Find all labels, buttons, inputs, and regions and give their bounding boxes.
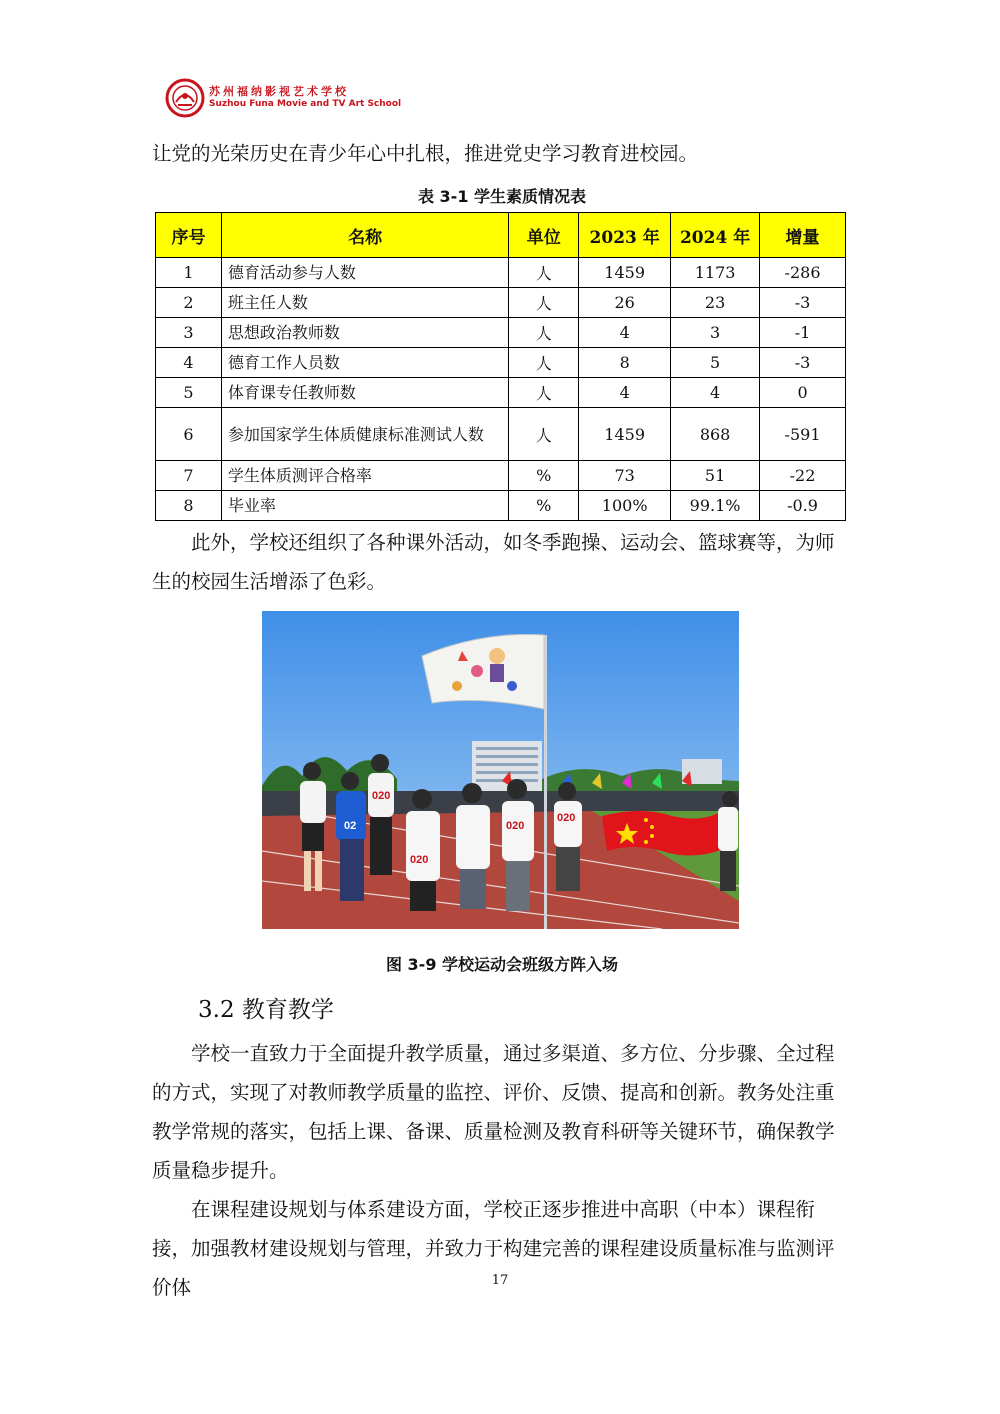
table-cell: 73 <box>579 461 671 491</box>
table-row <box>156 408 846 461</box>
table-cell: 2 <box>156 288 222 318</box>
header-cell: 2023 年 <box>579 213 671 258</box>
table-cell: 868 <box>671 408 760 461</box>
table-cell: 参加国家学生体质健康标准测试人数 <box>221 408 508 461</box>
table-cell: 人 <box>509 288 579 318</box>
table-cell: 23 <box>671 288 760 318</box>
table-cell: 4 <box>671 378 760 408</box>
table-cell: -3 <box>760 288 846 318</box>
table-row <box>156 348 846 378</box>
table-cell: 5 <box>671 348 760 378</box>
teaching-paragraph-2: 在课程建设规划与体系建设方面，学校正逐步推进中高职（中本）课程衔接，加强教材建设规划与管理，并致力于构建完善的课程建设质量标准与监测评价体 <box>152 1198 835 1299</box>
table-cell: 人 <box>509 258 579 288</box>
table-cell: 毕业率 <box>221 491 508 521</box>
table-cell: 德育活动参与人数 <box>221 258 508 288</box>
table-cell: 8 <box>579 348 671 378</box>
table-cell: -1 <box>760 318 846 348</box>
table-cell: 学生体质测评合格率 <box>221 461 508 491</box>
table-cell: 4 <box>579 318 671 348</box>
bib-number: 020 <box>557 812 576 824</box>
header-cell: 单位 <box>509 213 579 258</box>
table-cell: 体育课专任教师数 <box>221 378 508 408</box>
table-cell: 班主任人数 <box>221 288 508 318</box>
table-cell: 思想政治教师数 <box>221 318 508 348</box>
table-cell: 6 <box>156 408 222 461</box>
header-cell: 2024 年 <box>671 213 760 258</box>
school-emblem-icon <box>165 78 205 118</box>
table-cell: 人 <box>509 348 579 378</box>
table-cell: 人 <box>509 408 579 461</box>
school-name-en: Suzhou Funa Movie and TV Art School <box>209 99 402 109</box>
header-cell: 名称 <box>221 213 508 258</box>
table-cell: -22 <box>760 461 846 491</box>
table-cell: -591 <box>760 408 846 461</box>
table-row <box>156 491 846 521</box>
table-row <box>156 258 846 288</box>
table-cell: -3 <box>760 348 846 378</box>
table-cell: 7 <box>156 461 222 491</box>
table-cell: 8 <box>156 491 222 521</box>
student-quality-table <box>155 212 846 521</box>
table-cell: 1459 <box>579 258 671 288</box>
table-cell: 人 <box>509 378 579 408</box>
page-number: 17 <box>491 1273 509 1288</box>
table-cell: 0 <box>760 378 846 408</box>
table-cell: 1459 <box>579 408 671 461</box>
sports-meeting-photo <box>262 611 739 929</box>
bib-number: 02 <box>344 820 357 832</box>
table-cell: 5 <box>156 378 222 408</box>
school-logo <box>165 78 402 122</box>
table-caption: 表 3-1 学生素质情况表 <box>417 187 587 206</box>
table-cell: 3 <box>671 318 760 348</box>
table-row <box>156 378 846 408</box>
table-cell: % <box>509 461 579 491</box>
table-cell: 26 <box>579 288 671 318</box>
school-name-cn: 苏州福纳影视艺术学校 <box>209 85 349 98</box>
intro-line: 让党的光荣历史在青少年心中扎根，推进党史学习教育进校园。 <box>152 142 699 165</box>
bib-number: 020 <box>372 790 391 802</box>
table-cell: 1173 <box>671 258 760 288</box>
header-cell: 增量 <box>760 213 846 258</box>
table-row <box>156 288 846 318</box>
table-cell: 德育工作人员数 <box>221 348 508 378</box>
table-cell: % <box>509 491 579 521</box>
header-cell: 序号 <box>156 213 222 258</box>
bib-number: 020 <box>506 820 525 832</box>
activities-paragraph: 此外，学校还组织了各种课外活动，如冬季跑操、运动会、篮球赛等，为师生的校园生活增添了色彩。 <box>152 531 835 593</box>
section-heading: 3.2 教育教学 <box>198 997 334 1023</box>
table-cell: -286 <box>760 258 846 288</box>
table-cell: 人 <box>509 318 579 348</box>
table-cell: -0.9 <box>760 491 846 521</box>
table-cell: 3 <box>156 318 222 348</box>
figure-caption: 图 3-9 学校运动会班级方阵入场 <box>385 955 619 974</box>
table-cell: 4 <box>156 348 222 378</box>
table-cell: 1 <box>156 258 222 288</box>
table-row <box>156 461 846 491</box>
bib-number: 020 <box>410 854 429 866</box>
table-cell: 100% <box>579 491 671 521</box>
teaching-paragraph-1: 学校一直致力于全面提升教学质量，通过多渠道、多方位、分步骤、全过程的方式，实现了对教师教学质量的监控、评价、反馈、提高和创新。教务处注重教学常规的落实，包括上课、备课、质量检测及教育科研等关键环节，确保教学质量稳步提升。 <box>152 1042 835 1182</box>
table-header-row <box>156 213 846 258</box>
table-cell: 99.1% <box>671 491 760 521</box>
table-cell: 4 <box>579 378 671 408</box>
table-row <box>156 318 846 348</box>
table-cell: 51 <box>671 461 760 491</box>
